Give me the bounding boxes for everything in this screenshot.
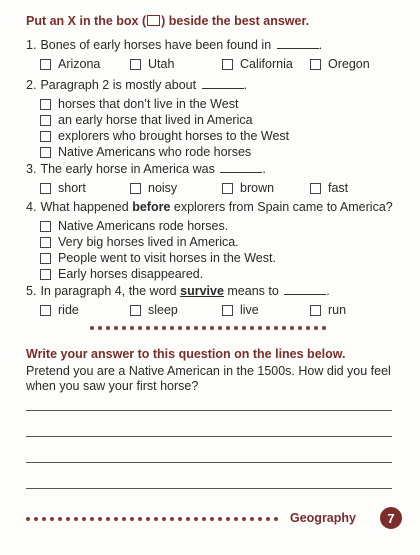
choices [40, 303, 346, 317]
checkbox[interactable] [310, 183, 321, 194]
divider-dot [322, 326, 326, 330]
choice[interactable] [40, 128, 289, 144]
answer-line[interactable] [26, 410, 392, 411]
question-end-punct: . [326, 284, 330, 298]
question-text: Paragraph 2 is mostly about [40, 78, 197, 92]
choices [40, 96, 289, 160]
divider-dot [218, 326, 222, 330]
question-5-prompt [26, 284, 346, 298]
checkbox[interactable] [222, 59, 233, 70]
divider-dot [90, 517, 94, 521]
question-text: Bones of early horses have been found in [40, 38, 272, 52]
choice[interactable] [40, 181, 130, 195]
divider-dot [202, 326, 206, 330]
divider-dot [250, 326, 254, 330]
answer-blank [202, 78, 244, 89]
choice-label: horses that don’t live in the West [58, 97, 239, 111]
choice-label: noisy [148, 181, 178, 195]
choice-label: California [240, 57, 293, 71]
divider-dot [146, 326, 150, 330]
choice-label: live [240, 303, 259, 317]
question-text-end: explorers from Spain came to America? [173, 200, 393, 214]
divider-dot [178, 326, 182, 330]
instruction-text-end: ) beside the best answer. [161, 14, 310, 28]
question-4-prompt [26, 200, 393, 214]
choice[interactable] [40, 144, 289, 160]
divider-dot [90, 326, 94, 330]
divider-dot [234, 517, 238, 521]
divider-dot [138, 326, 142, 330]
choice-label: fast [328, 181, 349, 195]
choice[interactable] [222, 303, 310, 317]
divider-dot [194, 326, 198, 330]
divider-dot [242, 326, 246, 330]
question-number: 2. [26, 78, 37, 92]
divider-dot [218, 517, 222, 521]
divider-dot [146, 517, 150, 521]
divider-dot [106, 326, 110, 330]
choice-label: Native Americans who rode horses [58, 145, 252, 159]
question-end-punct: . [262, 162, 266, 176]
divider-dot [114, 326, 118, 330]
divider-dot [154, 326, 158, 330]
choice[interactable] [40, 303, 130, 317]
checkbox[interactable] [40, 183, 51, 194]
question-5 [26, 284, 346, 317]
checkbox[interactable] [40, 115, 51, 126]
divider-dot [282, 326, 286, 330]
divider-dot [274, 326, 278, 330]
checkbox[interactable] [40, 269, 51, 280]
choice-label: Arizona [58, 57, 101, 71]
choice[interactable] [222, 181, 310, 195]
divider-dot [154, 517, 158, 521]
divider-dot [34, 517, 38, 521]
dotted-divider [90, 326, 326, 330]
answer-blank [284, 284, 326, 295]
question-3 [26, 162, 348, 195]
divider-dot [58, 517, 62, 521]
checkbox[interactable] [130, 59, 141, 70]
question-end-punct: . [243, 78, 248, 92]
question-text-start: What happened [40, 200, 129, 214]
choice-label: an early horse that lived in America [58, 113, 253, 127]
question-number: 4. [26, 200, 37, 214]
divider-dot [186, 326, 190, 330]
checkbox[interactable] [40, 253, 51, 264]
divider-dot [66, 517, 70, 521]
divider-dot [98, 517, 102, 521]
question-2-prompt [26, 78, 289, 92]
choice[interactable] [40, 234, 393, 250]
divider-dot [226, 517, 230, 521]
emphasized-word: before [132, 200, 171, 214]
write-section-prompt: Pretend you are a Native American in the 1500s. How did you feel when you saw your first horse? [26, 364, 391, 393]
choice[interactable] [40, 266, 393, 282]
divider-dot [122, 517, 126, 521]
divider-dot [306, 326, 310, 330]
subject-label: Geography [290, 511, 356, 525]
divider-dot [242, 517, 246, 521]
choice-label: People went to visit horses in the West. [58, 251, 276, 265]
divider-dot [162, 326, 166, 330]
question-1 [26, 38, 370, 71]
divider-dot [130, 326, 134, 330]
divider-dot [266, 517, 270, 521]
divider-dot [130, 517, 134, 521]
write-section-heading: Write your answer to this question on the lines below. [26, 347, 346, 361]
divider-dot [170, 326, 174, 330]
choice-label: ride [58, 303, 79, 317]
checkbox[interactable] [40, 305, 51, 316]
divider-dot [258, 517, 262, 521]
checkbox[interactable] [40, 147, 51, 158]
choice-label: Oregon [328, 57, 370, 71]
checkbox[interactable] [222, 305, 233, 316]
checkbox[interactable] [40, 131, 51, 142]
choice-label: Early horses disappeared. [58, 267, 204, 281]
divider-dot [186, 517, 190, 521]
question-2 [26, 78, 289, 160]
divider-dot [114, 517, 118, 521]
divider-dot [106, 517, 110, 521]
checkbox[interactable] [130, 305, 141, 316]
divider-dot [266, 326, 270, 330]
divider-dot [138, 517, 142, 521]
checkbox[interactable] [40, 59, 51, 70]
divider-dot [42, 517, 46, 521]
footer-dotted-divider [26, 517, 278, 521]
answer-line[interactable] [26, 488, 392, 489]
question-1-prompt [26, 38, 370, 52]
divider-dot [210, 517, 214, 521]
choice[interactable] [40, 96, 289, 112]
choice-label: run [328, 303, 347, 317]
checkbox[interactable] [310, 59, 321, 70]
divider-dot [74, 517, 78, 521]
question-number: 5. [26, 284, 37, 298]
checkbox[interactable] [222, 183, 233, 194]
choice[interactable] [310, 303, 346, 317]
answer-blank [220, 162, 262, 173]
divider-dot [226, 326, 230, 330]
choice[interactable] [130, 303, 222, 317]
divider-dot [98, 326, 102, 330]
choice-label: Native Americans rode horses. [58, 219, 229, 233]
divider-dot [50, 517, 54, 521]
choice-label: explorers who brought horses to the West [58, 129, 290, 143]
divider-dot [234, 326, 238, 330]
divider-dot [26, 517, 30, 521]
question-3-prompt [26, 162, 348, 176]
question-number: 3. [26, 162, 37, 176]
choice[interactable] [40, 218, 393, 234]
checkbox[interactable] [40, 237, 51, 248]
divider-dot [274, 517, 278, 521]
divider-dot [82, 517, 86, 521]
divider-dot [202, 517, 206, 521]
checkbox[interactable] [130, 183, 141, 194]
sample-checkbox-icon [147, 15, 160, 26]
answer-line[interactable] [26, 436, 392, 437]
choices [40, 57, 370, 71]
answer-blank [277, 38, 319, 49]
divider-dot [178, 517, 182, 521]
checkbox[interactable] [40, 221, 51, 232]
vocabulary-word: survive [180, 284, 224, 298]
instruction-text-start: Put an X in the box ( [26, 14, 147, 28]
choice-label: sleep [148, 303, 178, 317]
question-text-start: In paragraph 4, the word [40, 284, 177, 298]
divider-dot [250, 517, 254, 521]
choice-label: brown [240, 181, 275, 195]
divider-dot [314, 326, 318, 330]
choice[interactable] [40, 112, 289, 128]
choice[interactable] [40, 250, 393, 266]
choice-label: Very big horses lived in America. [58, 235, 239, 249]
choice[interactable] [40, 57, 130, 71]
divider-dot [258, 326, 262, 330]
answer-line[interactable] [26, 462, 392, 463]
divider-dot [170, 517, 174, 521]
divider-dot [162, 517, 166, 521]
choice[interactable] [310, 181, 348, 195]
choice[interactable] [310, 57, 370, 71]
question-number: 1. [26, 38, 37, 52]
question-text: The early horse in America was [40, 162, 215, 176]
checkbox[interactable] [310, 305, 321, 316]
instruction [26, 14, 309, 28]
question-end-punct: . [318, 38, 323, 52]
page-number-badge: 7 [380, 507, 402, 529]
choices [40, 218, 393, 282]
choice-label: short [58, 181, 86, 195]
divider-dot [298, 326, 302, 330]
checkbox[interactable] [40, 99, 51, 110]
question-4 [26, 200, 393, 282]
choice[interactable] [130, 181, 222, 195]
divider-dot [210, 326, 214, 330]
question-text-end: means to [227, 284, 279, 298]
divider-dot [290, 326, 294, 330]
divider-dot [194, 517, 198, 521]
divider-dot [122, 326, 126, 330]
choice[interactable] [222, 57, 310, 71]
choices [40, 181, 348, 195]
choice[interactable] [130, 57, 222, 71]
choice-label: Utah [148, 57, 175, 71]
